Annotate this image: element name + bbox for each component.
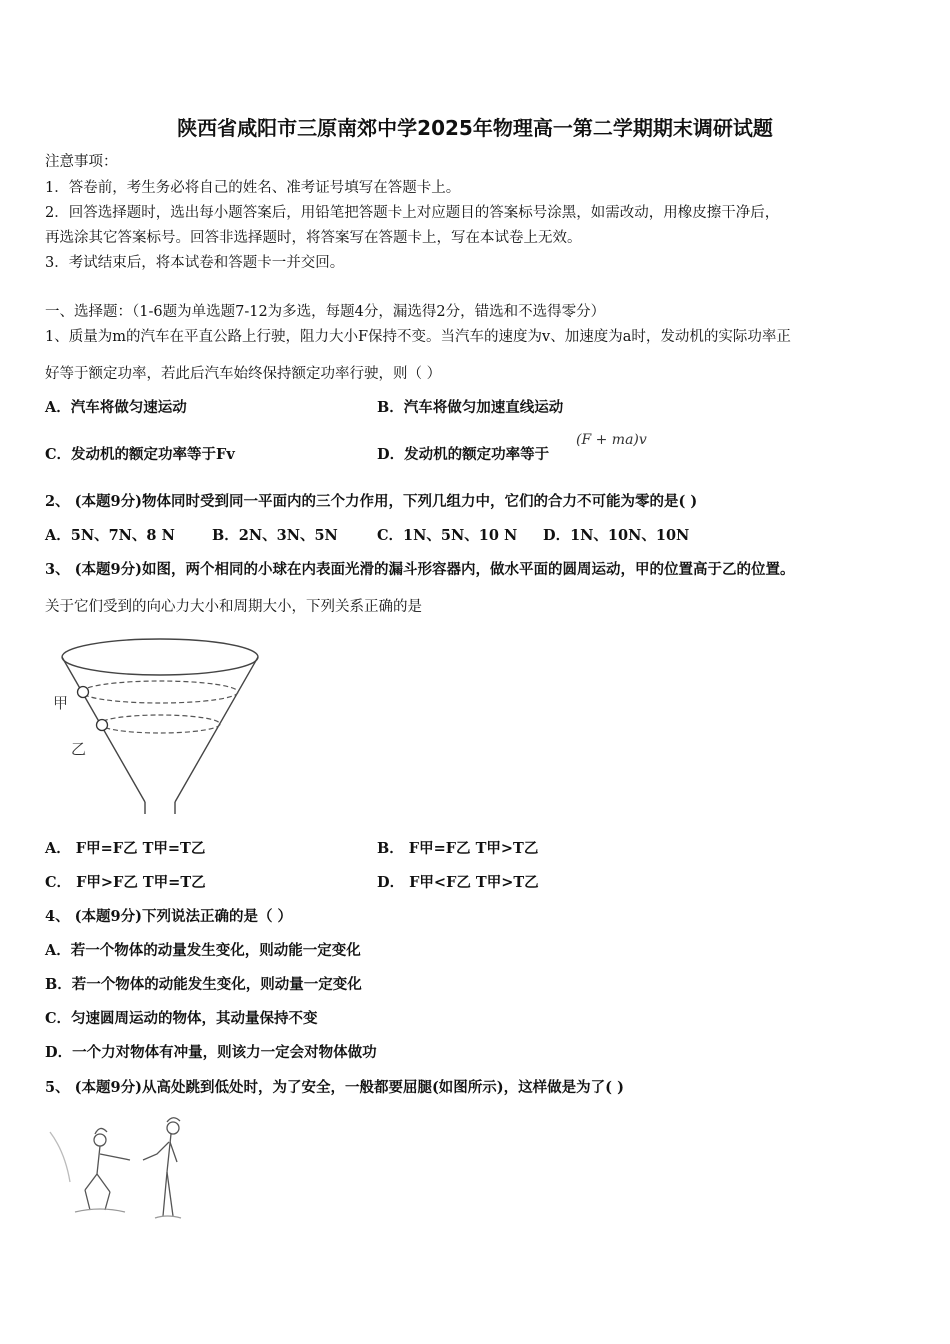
notice-heading: 注意事项： [45,154,118,170]
label-yi: 乙 [71,740,87,758]
q2-stem: 2、 (本题9分)物体同时受到同一平面内的三个力作用，下列几组力中，它们的合力不可能为零的是( ) [45,493,698,510]
q1-option-c: C．发动机的额定功率等于Fv [45,446,235,463]
section-heading: 一、选择题：（1-6题为单选题7-12为多选，每题4分，漏选得2分，错选和不选得零分） [45,304,606,320]
standing-person [143,1118,181,1218]
q1-option-b: B．汽车将做匀加速直线运动 [377,399,564,416]
q4-option-b: B．若一个物体的动能发生变化，则动量一定变化 [45,976,362,993]
q1-option-d: D．发动机的额定功率等于 [377,446,550,463]
q4-option-d: D．一个力对物体有冲量，则该力一定会对物体做功 [45,1044,377,1061]
q4-stem: 4、 (本题9分)下列说法正确的是（ ） [45,908,292,925]
ball-jia [78,687,89,698]
orbit-upper [82,681,238,703]
q2-option-a: A．5N、7N、8 N [45,527,175,544]
q4-option-c: C．匀速圆周运动的物体，其动量保持不变 [45,1010,318,1027]
crouching-person [50,1128,130,1212]
notice-item: 3．考试结束后，将本试卷和答题卡一并交回。 [45,255,345,271]
q3-option-a: A． F甲=F乙 T甲=T乙 [45,840,206,857]
q2-option-d: D．1N、10N、10N [543,527,690,544]
q3-stem-line1: 3、 (本题9分)如图，两个相同的小球在内表面光滑的漏斗形容器内，做水平面的圆周运动，甲的位置高于乙的位置。 [45,561,795,578]
jumping-figure [45,1112,195,1227]
q2-option-b: B．2N、3N、5N [212,527,338,544]
ball-yi [97,720,108,731]
q1-stem-line1: 1、质量为m的汽车在平直公路上行驶，阻力大小F保持不变。当汽车的速度为v、加速度为a时，发动机的实际功率正 [45,329,791,345]
q3-option-c: C． F甲>F乙 T甲=T乙 [45,874,206,891]
notice-item: 2．回答选择题时，选出每小题答案后，用铅笔把答题卡上对应题目的答案标号涂黑，如需改动，用橡皮擦干净后， [45,205,780,221]
notice-item: 1．答卷前，考生务必将自己的姓名、准考证号填写在答题卡上。 [45,180,461,196]
q3-option-d: D． F甲<F乙 T甲>T乙 [377,874,539,891]
q5-stem: 5、 (本题9分)从高处跳到低处时，为了安全，一般都要屈腿(如图所示)，这样做是为了( ) [45,1079,624,1096]
label-jia: 甲 [53,694,69,712]
q3-stem-line2: 关于它们受到的向心力大小和周期大小，下列关系正确的是 [45,599,422,615]
funnel-right-wall [175,657,258,802]
q2-option-c: C．1N、5N、10 N [377,527,518,544]
orbit-lower [100,715,220,733]
page-title: 陕西省咸阳市三原南郊中学2025年物理高一第二学期期末调研试题 [177,116,773,140]
funnel-figure [50,632,270,817]
q1-option-a: A．汽车将做匀速运动 [45,399,187,416]
q4-option-a: A．若一个物体的动量发生变化，则动能一定变化 [45,942,361,959]
q1-option-d-formula: (F + ma)v [576,432,647,448]
q1-stem-line2: 好等于额定功率，若此后汽车始终保持额定功率行驶，则（ ） [45,366,442,382]
q3-option-b: B． F甲=F乙 T甲>T乙 [377,840,539,857]
funnel-rim [62,639,258,675]
notice-item: 再选涂其它答案标号。回答非选择题时，将答案写在答题卡上，写在本试卷上无效。 [45,230,582,246]
